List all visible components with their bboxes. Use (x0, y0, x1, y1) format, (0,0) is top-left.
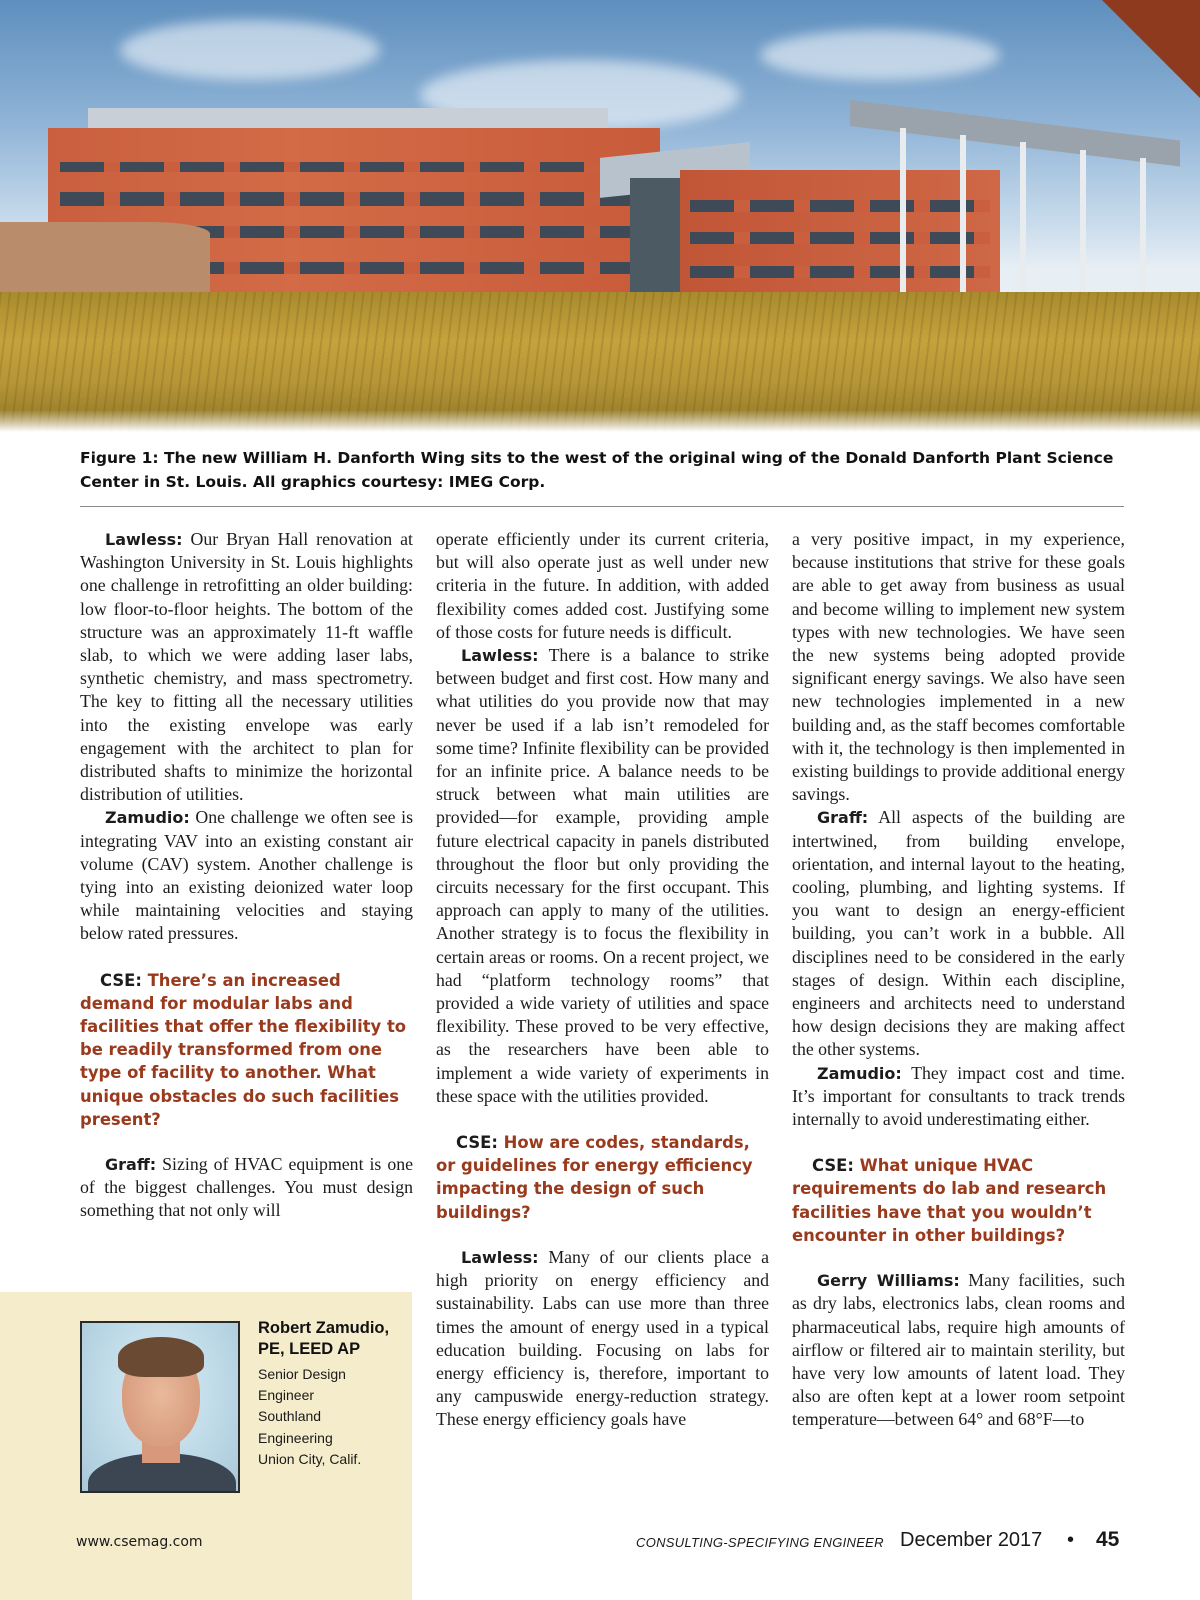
paragraph: a very positive impact, in my experience, because institutions that strive for these goals are able to get away from business as usual and become willing to implement new system types with new technologies. We have seen the new systems being adopted provide significant energy savings. We also have seen new technologies implemented in a new building and, as the staff becomes comfortable with it, the technology is then implemented in existing buildings to provide additional energy savings. (792, 529, 1125, 805)
speaker-name: Lawless: (461, 646, 539, 666)
question-heading: CSE: What unique HVAC requirements do lab and research facilities have that you wouldn’t encounter in other buildings? (792, 1156, 1107, 1245)
caption-divider (80, 506, 1124, 507)
speaker-name: Zamudio: (105, 808, 190, 828)
headshot-photo (80, 1321, 240, 1493)
paragraph: Lawless: Our Bryan Hall renovation at Washington University in St. Louis highlights one challenge in retrofitting an older building: low floor-to-floor heights. The bottom of the structure was an approximately 11-ft waffle slab, to which we were adding laser labs, synthetic chemistry, and mass spectrometry. The key to fitting all the necessary utilities into the existing envelope was early engagement with the architect to plan for distributed shafts to minimize the horizontal distribution of utilities. (80, 529, 413, 805)
speaker-name: Zamudio: (817, 1063, 902, 1083)
speaker-name: Graff: (105, 1155, 157, 1175)
article-column-1 (80, 528, 413, 1223)
footer-date: December 2017 (900, 1529, 1043, 1551)
paragraph: Zamudio: They impact cost and time. It’s important for consultants to track trends internally to avoid underestimating either. (792, 1062, 1125, 1130)
article-column-2 (436, 528, 769, 1432)
speaker-name: Lawless: (105, 530, 183, 549)
article-column-3 (792, 528, 1125, 1432)
speaker-name: Graff: (817, 808, 869, 828)
corner-tab (1102, 0, 1200, 98)
paragraph: Lawless: Many of our clients place a high priority on energy efficiency and sustainability. Labs can use more than three times the amount of energy used in a typical education building. Focusing on labs for energy efficiency is, therefore, important to any campuswide energy-reduction strategy. These energy efficiency goals have (436, 1246, 769, 1430)
question-heading: CSE: There’s an increased demand for modular labs and facilities that offer the flexibility to be readily transformed from one type of facility to another. What unique obstacles do such facilities present? (80, 970, 407, 1129)
paragraph: Lawless: There is a balance to strike between budget and first cost. How many and what utilities do you provide now that may never be used if a lab isn’t remodeled for some time? Infinite flexibility can be provided for an infinite price. A balance needs to be struck between what main utilities are provided—for example, providing ample future electrical capacity in panels distributed throughout the floor but only providing the circuits necessary for the first occupant. This approach can apply to many of the utilities. Another strategy is to focus the flexibility in certain areas or rooms. On a recent project, we had “platform technology rooms” that provided a wide variety of utilities and space flexibility. These proved to be very effective, as the researchers have been able to implement a wide variety of experiments in these space with the utilities provided. (436, 645, 769, 1106)
paragraph: Zamudio: One challenge we often see is integrating VAV into an existing constant air volume (CAV) system. Another challenge is tying into an existing deionized water loop while maintaining velocities and staying below rated pressures. (80, 807, 413, 944)
paragraph: Graff: All aspects of the building are intertwined, from building envelope, orientation, and internal layout to the heating, cooling, plumbing, and lighting systems. If you want to design an energy-efficient building, you can’t work in a bubble. All disciplines need to be considered in the early stages of design. Within each discipline, engineers and architects need to understand how design decisions they are making affect the other systems. (792, 807, 1126, 1060)
speaker-name: Gerry Williams: (817, 1271, 960, 1291)
paragraph: Graff: Sizing of HVAC equipment is one of the biggest challenges. You must design something that not only will (80, 1154, 413, 1221)
bio-name: Robert Zamudio, PE, LEED AP (258, 1319, 390, 1358)
footer-publication: CONSULTING-SPECIFYING ENGINEER (636, 1535, 884, 1550)
bio-role: Senior Design Engineer Southland Engineering Union City, Calif. (258, 1366, 362, 1467)
footer-url: www.csemag.com (76, 1534, 203, 1550)
speaker-name: Lawless: (461, 1247, 539, 1267)
question-heading: CSE: How are codes, standards, or guidelines for energy efficiency impacting the design of such buildings? (436, 1133, 753, 1222)
figure-photo (0, 0, 1200, 432)
figure-caption: Figure 1: The new William H. Danforth Wing sits to the west of the original wing of the Donald Danforth Plant Science Center in St. Louis. All graphics courtesy: IMEG Corp. (80, 449, 1114, 491)
paragraph: operate efficiently under its current criteria, but will also operate just as well under new criteria in the future. In addition, with added flexibility comes added cost. Justifying some of those costs for future needs is difficult. (436, 529, 769, 642)
paragraph: Gerry Williams: Many facilities, such as dry labs, electronics labs, clean rooms and pharmaceutical labs, require high amounts of airflow or filtered air to maintain sterility, but have very low amounts of latent load. They also are often kept at a lower room setpoint temperature—between 64° and 68°F—to (792, 1270, 1125, 1430)
footer-separator: • (1067, 1529, 1075, 1551)
page-number: 45 (1096, 1528, 1120, 1551)
